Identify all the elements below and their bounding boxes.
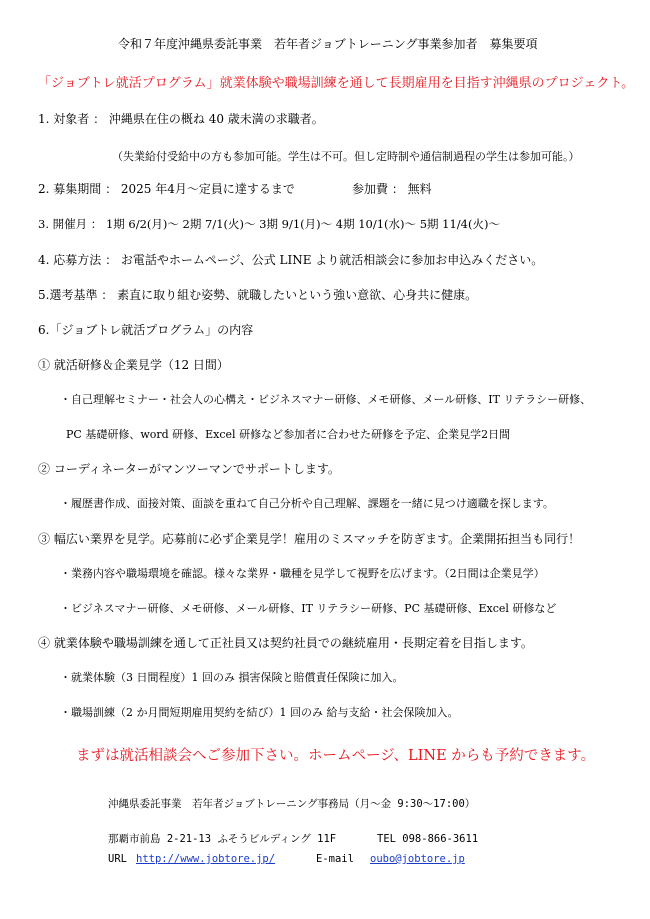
- closing-call-to-action: まずは就活相談会へご参加下さい。ホームページ、LINE からも予約できます。: [76, 748, 596, 764]
- section-recruitment-period: 2. 募集期間 ： 2025 年4月～定員に達するまで: [38, 182, 295, 196]
- url-label: URL: [108, 853, 127, 865]
- program-tagline: 「ジョブトレ就活プログラム」就業体験や職場訓練を通して長期雇用を目指す沖縄県のプロジェクト。: [38, 76, 635, 91]
- website-link[interactable]: http://www.jobtore.jp/: [136, 853, 276, 865]
- program-item-1-detail-b: PC 基礎研修、word 研修、Excel 研修など参加者に合わせた研修を予定、企業見学2日間: [66, 428, 511, 441]
- program-item-1-detail-a: ・自己理解セミナー・社会人の心構え・ビジネスマナー研修、メモ研修、メール研修、IT リテラシー研修、: [60, 393, 592, 406]
- section-eligibility: 1. 対象者 ： 沖縄県在住の概ね 40 歳未満の求職者。: [38, 112, 324, 126]
- program-item-4: ④ 就業体験や職場訓練を通して正社員又は契約社員での継続雇用・長期定着を目指します。: [38, 636, 533, 650]
- program-item-4-detail-b: ・職場訓練（2 か月間短期雇用契約を結び）1 回のみ 給与支給・社会保険加入。: [60, 706, 459, 719]
- program-item-3: ③ 幅広い業界を見学。応募前に必ず企業見学！雇用のミスマッチを防ぎます。企業開拓担当も同行！: [38, 532, 581, 546]
- section-schedule: 3. 開催月 ： 1期 6/2(月)～ 2期 7/1(火)～ 3期 9/1(月)～ 4期 10/1(水)～ 5期 11/4(火)～: [38, 217, 500, 231]
- program-item-3-detail-b: ・ビジネスマナー研修、メモ研修、メール研修、IT リテラシー研修、PC 基礎研修、Excel 研修など: [60, 602, 557, 615]
- program-item-1: ① 就活研修＆企業見学（12 日間）: [38, 358, 229, 372]
- program-item-2: ② コーディネーターがマンツーマンでサポートします。: [38, 462, 340, 476]
- office-address: 那覇市前島 2-21-13 ふそうビルディング 11F: [108, 833, 337, 845]
- participation-fee: 参加費 ： 無料: [352, 182, 432, 196]
- program-item-2-detail: ・履歴書作成、面接対策、面談を重ねて自己分析や自己理解、課題を一緒に見つけ適職を探します。: [60, 497, 554, 510]
- section-selection-criteria: 5.選考基準 ： 素直に取り組む姿勢、就職したいという強い意欲、心身共に健康。: [38, 288, 478, 302]
- section-program-content: 6.「ジョブトレ就活プログラム」の内容: [38, 323, 254, 337]
- program-item-4-detail-a: ・就業体験（3 日間程度）1 回のみ 損害保険と賠償責任保険に加入。: [60, 671, 404, 684]
- section-application-method: 4. 応募方法 ： お電話やホームページ、公式 LINE より就活相談会に参加お申込みください。: [38, 253, 544, 267]
- eligibility-note: （失業給付受給中の方も参加可能。学生は不可。但し定時制や通信制過程の学生は参加可能。）: [112, 150, 580, 163]
- office-info: 沖縄県委託事業 若年者ジョブトレーニング事務局（月～金 9:30～17:00）: [108, 798, 476, 810]
- program-item-3-detail-a: ・業務内容や職場環境を確認。様々な業界・職種を見学して視野を広げます。（2日間は企業見学）: [60, 567, 545, 580]
- email-link[interactable]: oubo@jobtore.jp: [370, 853, 465, 865]
- office-phone: TEL 098-866-3611: [377, 833, 479, 845]
- page-title: 令和７年度沖縄県委託事業 若年者ジョブトレーニング事業参加者 募集要項: [118, 37, 538, 51]
- email-label: E-mail: [316, 853, 354, 865]
